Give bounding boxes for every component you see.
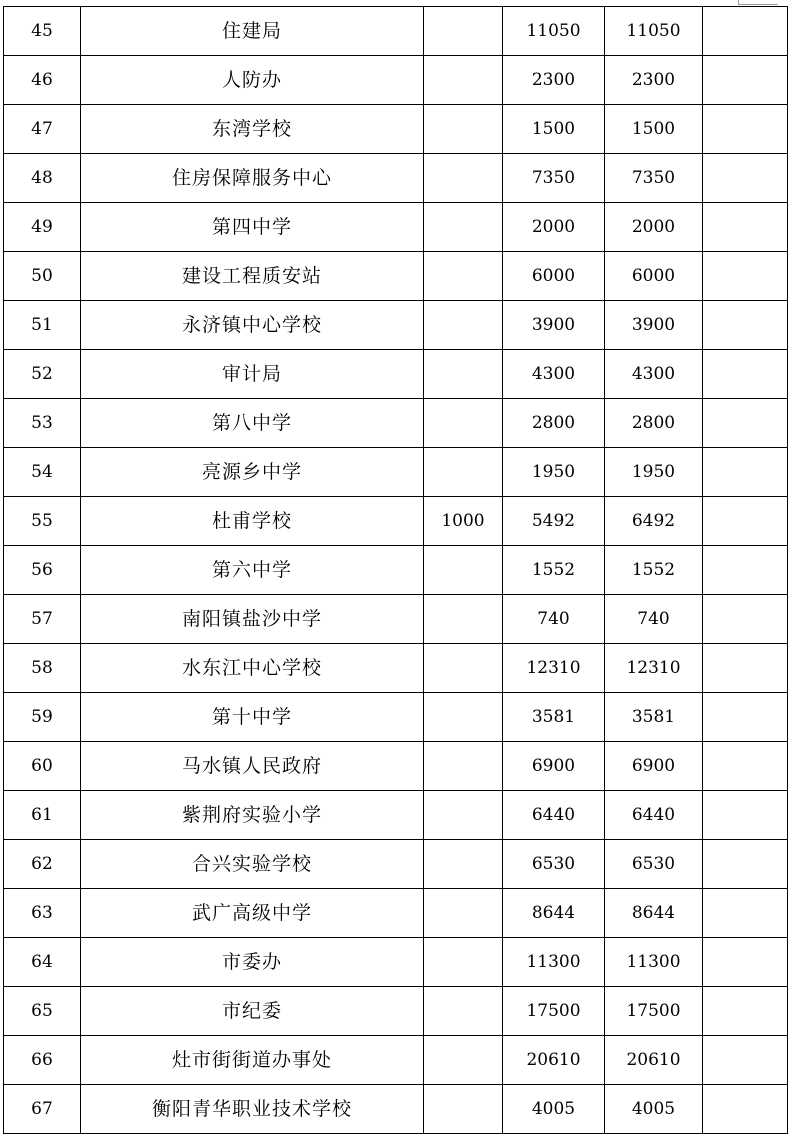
amount-b-cell: 12310 [503,644,605,693]
amount-b-cell: 3581 [503,693,605,742]
table-row [4,1085,788,1134]
amount-b-cell: 7350 [503,154,605,203]
total-amount-cell: 12310 [605,644,703,693]
total-amount-cell: 6000 [605,252,703,301]
total-amount-cell: 2000 [605,203,703,252]
row-number-cell: 54 [4,448,81,497]
remark-cell [703,595,788,644]
unit-name-cell: 市纪委 [81,987,424,1036]
amount-b-cell: 2000 [503,203,605,252]
amount-b-cell: 1950 [503,448,605,497]
remark-cell [703,154,788,203]
amount-a-cell [424,644,503,693]
amount-b-cell: 2800 [503,399,605,448]
row-number-cell: 67 [4,1085,81,1134]
remark-cell [703,546,788,595]
amount-a-cell [424,987,503,1036]
total-amount-cell: 1500 [605,105,703,154]
table-row [4,742,788,791]
amount-b-cell: 6530 [503,840,605,889]
remark-cell [703,791,788,840]
row-number-cell: 65 [4,987,81,1036]
table-row [4,350,788,399]
amount-b-cell: 6900 [503,742,605,791]
total-amount-cell: 1552 [605,546,703,595]
amount-b-cell: 17500 [503,987,605,1036]
row-number-cell: 45 [4,7,81,56]
amount-a-cell [424,889,503,938]
total-amount-cell: 4005 [605,1085,703,1134]
unit-name-cell: 亮源乡中学 [81,448,424,497]
amount-b-cell: 6000 [503,252,605,301]
row-number-cell: 46 [4,56,81,105]
table-body [4,7,788,1134]
remark-cell [703,987,788,1036]
row-number-cell: 50 [4,252,81,301]
row-number-cell: 57 [4,595,81,644]
amount-a-cell [424,252,503,301]
remark-cell [703,350,788,399]
unit-name-cell: 第十中学 [81,693,424,742]
total-amount-cell: 20610 [605,1036,703,1085]
total-amount-cell: 7350 [605,154,703,203]
amount-b-cell: 1500 [503,105,605,154]
remark-cell [703,644,788,693]
unit-name-cell: 第四中学 [81,203,424,252]
row-number-cell: 55 [4,497,81,546]
unit-name-cell: 第六中学 [81,546,424,595]
amount-a-cell [424,742,503,791]
table-row [4,7,788,56]
amount-b-cell: 11050 [503,7,605,56]
unit-name-cell: 紫荆府实验小学 [81,791,424,840]
total-amount-cell: 3900 [605,301,703,350]
unit-name-cell: 人防办 [81,56,424,105]
total-amount-cell: 2300 [605,56,703,105]
amount-b-cell: 2300 [503,56,605,105]
table-row [4,546,788,595]
total-amount-cell: 1950 [605,448,703,497]
row-number-cell: 48 [4,154,81,203]
table-row [4,399,788,448]
remark-cell [703,7,788,56]
amount-a-cell [424,938,503,987]
remark-cell [703,938,788,987]
table-row [4,840,788,889]
amount-a-cell [424,693,503,742]
unit-name-cell: 住房保障服务中心 [81,154,424,203]
amount-b-cell: 4300 [503,350,605,399]
unit-name-cell: 永济镇中心学校 [81,301,424,350]
table-row [4,154,788,203]
unit-name-cell: 合兴实验学校 [81,840,424,889]
amount-a-cell [424,105,503,154]
data-table [3,6,788,1134]
remark-cell [703,889,788,938]
table-row [4,105,788,154]
amount-b-cell: 1552 [503,546,605,595]
row-number-cell: 62 [4,840,81,889]
total-amount-cell: 11050 [605,7,703,56]
remark-cell [703,105,788,154]
amount-a-cell [424,448,503,497]
amount-a-cell [424,154,503,203]
unit-name-cell: 住建局 [81,7,424,56]
table-row [4,56,788,105]
table-row [4,203,788,252]
row-number-cell: 51 [4,301,81,350]
remark-cell [703,1036,788,1085]
row-number-cell: 59 [4,693,81,742]
unit-name-cell: 武广高级中学 [81,889,424,938]
unit-name-cell: 衡阳青华职业技术学校 [81,1085,424,1134]
total-amount-cell: 6530 [605,840,703,889]
table-row [4,938,788,987]
total-amount-cell: 3581 [605,693,703,742]
row-number-cell: 52 [4,350,81,399]
amount-a-cell: 1000 [424,497,503,546]
amount-b-cell: 11300 [503,938,605,987]
amount-a-cell [424,1085,503,1134]
total-amount-cell: 2800 [605,399,703,448]
table-row [4,497,788,546]
amount-a-cell [424,301,503,350]
remark-cell [703,399,788,448]
remark-cell [703,1085,788,1134]
remark-cell [703,497,788,546]
total-amount-cell: 6492 [605,497,703,546]
unit-name-cell: 第八中学 [81,399,424,448]
amount-a-cell [424,840,503,889]
total-amount-cell: 8644 [605,889,703,938]
amount-b-cell: 8644 [503,889,605,938]
amount-b-cell: 20610 [503,1036,605,1085]
row-number-cell: 64 [4,938,81,987]
amount-a-cell [424,399,503,448]
table-row [4,301,788,350]
unit-name-cell: 南阳镇盐沙中学 [81,595,424,644]
table-row [4,448,788,497]
remark-cell [703,840,788,889]
amount-a-cell [424,595,503,644]
unit-name-cell: 杜甫学校 [81,497,424,546]
amount-b-cell: 3900 [503,301,605,350]
table-row [4,693,788,742]
amount-a-cell [424,56,503,105]
table-row [4,889,788,938]
row-number-cell: 53 [4,399,81,448]
amount-b-cell: 740 [503,595,605,644]
amount-b-cell: 6440 [503,791,605,840]
amount-a-cell [424,350,503,399]
table-row [4,644,788,693]
row-number-cell: 66 [4,1036,81,1085]
row-number-cell: 47 [4,105,81,154]
remark-cell [703,693,788,742]
amount-a-cell [424,7,503,56]
unit-name-cell: 审计局 [81,350,424,399]
amount-a-cell [424,203,503,252]
total-amount-cell: 6440 [605,791,703,840]
unit-name-cell: 马水镇人民政府 [81,742,424,791]
unit-name-cell: 水东江中心学校 [81,644,424,693]
remark-cell [703,742,788,791]
amount-a-cell [424,791,503,840]
total-amount-cell: 4300 [605,350,703,399]
amount-b-cell: 5492 [503,497,605,546]
row-number-cell: 56 [4,546,81,595]
unit-name-cell: 东湾学校 [81,105,424,154]
table-row [4,595,788,644]
unit-name-cell: 灶市街街道办事处 [81,1036,424,1085]
amount-b-cell: 4005 [503,1085,605,1134]
remark-cell [703,203,788,252]
table-row [4,252,788,301]
row-number-cell: 49 [4,203,81,252]
remark-cell [703,301,788,350]
page-corner-mark [738,0,778,5]
remark-cell [703,56,788,105]
total-amount-cell: 6900 [605,742,703,791]
row-number-cell: 58 [4,644,81,693]
row-number-cell: 60 [4,742,81,791]
row-number-cell: 63 [4,889,81,938]
unit-name-cell: 建设工程质安站 [81,252,424,301]
total-amount-cell: 11300 [605,938,703,987]
remark-cell [703,252,788,301]
remark-cell [703,448,788,497]
total-amount-cell: 17500 [605,987,703,1036]
total-amount-cell: 740 [605,595,703,644]
table-row [4,987,788,1036]
table-row [4,1036,788,1085]
table-row [4,791,788,840]
row-number-cell: 61 [4,791,81,840]
amount-a-cell [424,1036,503,1085]
unit-name-cell: 市委办 [81,938,424,987]
amount-a-cell [424,546,503,595]
